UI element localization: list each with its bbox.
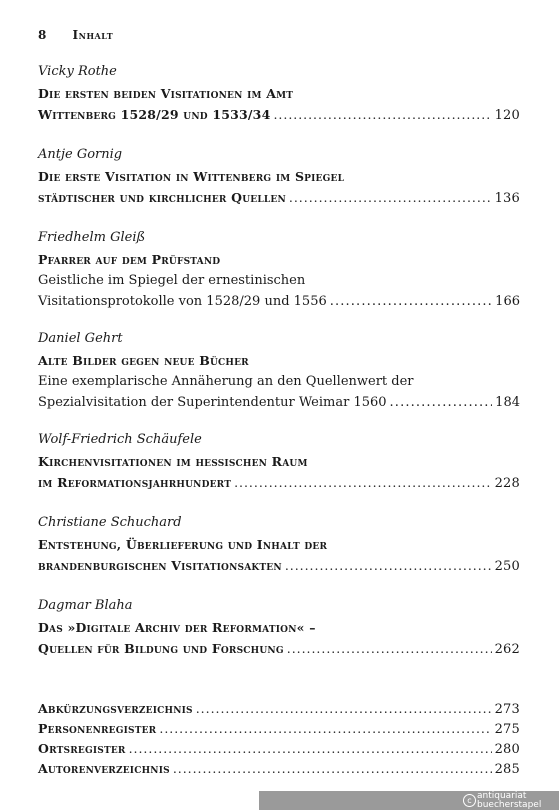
appendix-page: 285 bbox=[494, 762, 520, 777]
entry-author: Antje Gornig bbox=[38, 147, 123, 162]
entry-title-text: städtischer und kirchlicher Quellen bbox=[38, 190, 286, 205]
entry-subtitle-text: Visitationsprotokolle von 1528/29 und 1556 bbox=[38, 294, 327, 309]
entry-author: Dagmar Blaha bbox=[38, 598, 133, 613]
leader-dots bbox=[273, 104, 491, 125]
entry-author: Wolf-Friedrich Schäufele bbox=[38, 432, 202, 447]
running-title: Inhalt bbox=[72, 28, 114, 42]
entry-title-text: brandenburgischen Visitationsakten bbox=[38, 558, 282, 573]
entry-page: 228 bbox=[494, 476, 520, 491]
entry-page: 250 bbox=[494, 559, 520, 574]
appendix-item bbox=[38, 719, 520, 739]
appendix-item bbox=[38, 739, 520, 759]
toc-entry bbox=[38, 144, 520, 208]
leader-dots bbox=[330, 291, 492, 312]
entry-title-line: Die erste Visitation in Wittenberg im Spiegel bbox=[38, 169, 345, 184]
entry-title-last-line bbox=[38, 472, 520, 493]
entry-subtitle-text: Spezialvisitation der Superintendentur Weimar 1560 bbox=[38, 395, 387, 410]
entry-author: Vicky Rothe bbox=[38, 64, 117, 79]
entry-title-last-line bbox=[38, 638, 520, 659]
entry-title-line: Kirchenvisitationen im hessischen Raum bbox=[38, 454, 308, 469]
entry-title-last-line bbox=[38, 187, 520, 208]
appendix-item bbox=[38, 699, 520, 719]
watermark-logo bbox=[467, 791, 559, 810]
entry-author: Christiane Schuchard bbox=[38, 515, 182, 530]
entry-title-text: Quellen für Bildung und Forschung bbox=[38, 641, 284, 656]
entry-author: Friedhelm Gleiß bbox=[38, 230, 146, 245]
entry-title-line: Entstehung, Überlieferung und Inhalt der bbox=[38, 537, 328, 552]
appendix-item bbox=[38, 759, 520, 779]
entry-page: 120 bbox=[494, 108, 520, 123]
toc-entry bbox=[38, 61, 520, 125]
entry-subtitle-line: Geistliche im Spiegel der ernestinischen bbox=[38, 273, 306, 288]
entry-subtitle-line: Eine exemplarische Annäherung an den Quellenwert der bbox=[38, 374, 414, 389]
leader-dots bbox=[129, 739, 492, 759]
entry-title-line: Die ersten beiden Visitationen im Amt bbox=[38, 86, 294, 101]
watermark-line-2: buecherstapel bbox=[477, 800, 542, 810]
entry-page: 136 bbox=[494, 191, 520, 206]
toc-entry bbox=[38, 512, 520, 576]
appendix-label: Ortsregister bbox=[38, 741, 126, 756]
leader-dots bbox=[173, 759, 492, 779]
leader-dots bbox=[159, 719, 491, 739]
watermark-line-1: antiquariat bbox=[477, 791, 527, 801]
toc-entry bbox=[38, 227, 520, 312]
entry-subtitle-last-line bbox=[38, 291, 520, 312]
appendix-label: Autorenverzeichnis bbox=[38, 761, 170, 776]
toc-entry bbox=[38, 328, 520, 413]
appendix-page: 280 bbox=[494, 742, 520, 757]
entry-title-last-line bbox=[38, 555, 520, 576]
entry-title-text: Wittenberg 1528/29 und 1533/34 bbox=[38, 107, 271, 122]
appendix-label: Personenregister bbox=[38, 721, 157, 736]
entry-page: 262 bbox=[494, 642, 520, 657]
entry-author: Daniel Gehrt bbox=[38, 331, 123, 346]
leader-dots bbox=[390, 392, 493, 413]
entry-page: 166 bbox=[495, 294, 520, 309]
appendix-list bbox=[38, 699, 520, 779]
entry-title-line: Pfarrer auf dem Prüfstand bbox=[38, 252, 221, 267]
entry-title-last-line bbox=[38, 104, 520, 125]
appendix-label: Abkürzungsverzeichnis bbox=[38, 701, 193, 716]
toc-entry bbox=[38, 429, 520, 493]
appendix-page: 273 bbox=[494, 702, 520, 717]
entry-title-line: Das »Digitale Archiv der Reformation« – bbox=[38, 620, 316, 635]
copyright-icon: c bbox=[463, 794, 476, 807]
entry-page: 184 bbox=[495, 395, 520, 410]
entry-title-line: Alte Bilder gegen neue Bücher bbox=[38, 353, 249, 368]
leader-dots bbox=[287, 638, 492, 659]
leader-dots bbox=[234, 472, 491, 493]
page-number: 8 bbox=[38, 28, 47, 42]
leader-dots bbox=[289, 187, 492, 208]
watermark-bar bbox=[259, 791, 559, 810]
toc-entry bbox=[38, 595, 520, 659]
page-header bbox=[38, 28, 113, 42]
entry-title-text: im Reformationsjahrhundert bbox=[38, 475, 232, 490]
leader-dots bbox=[285, 555, 492, 576]
leader-dots bbox=[196, 699, 492, 719]
entry-subtitle-last-line bbox=[38, 392, 520, 413]
appendix-page: 275 bbox=[494, 722, 520, 737]
